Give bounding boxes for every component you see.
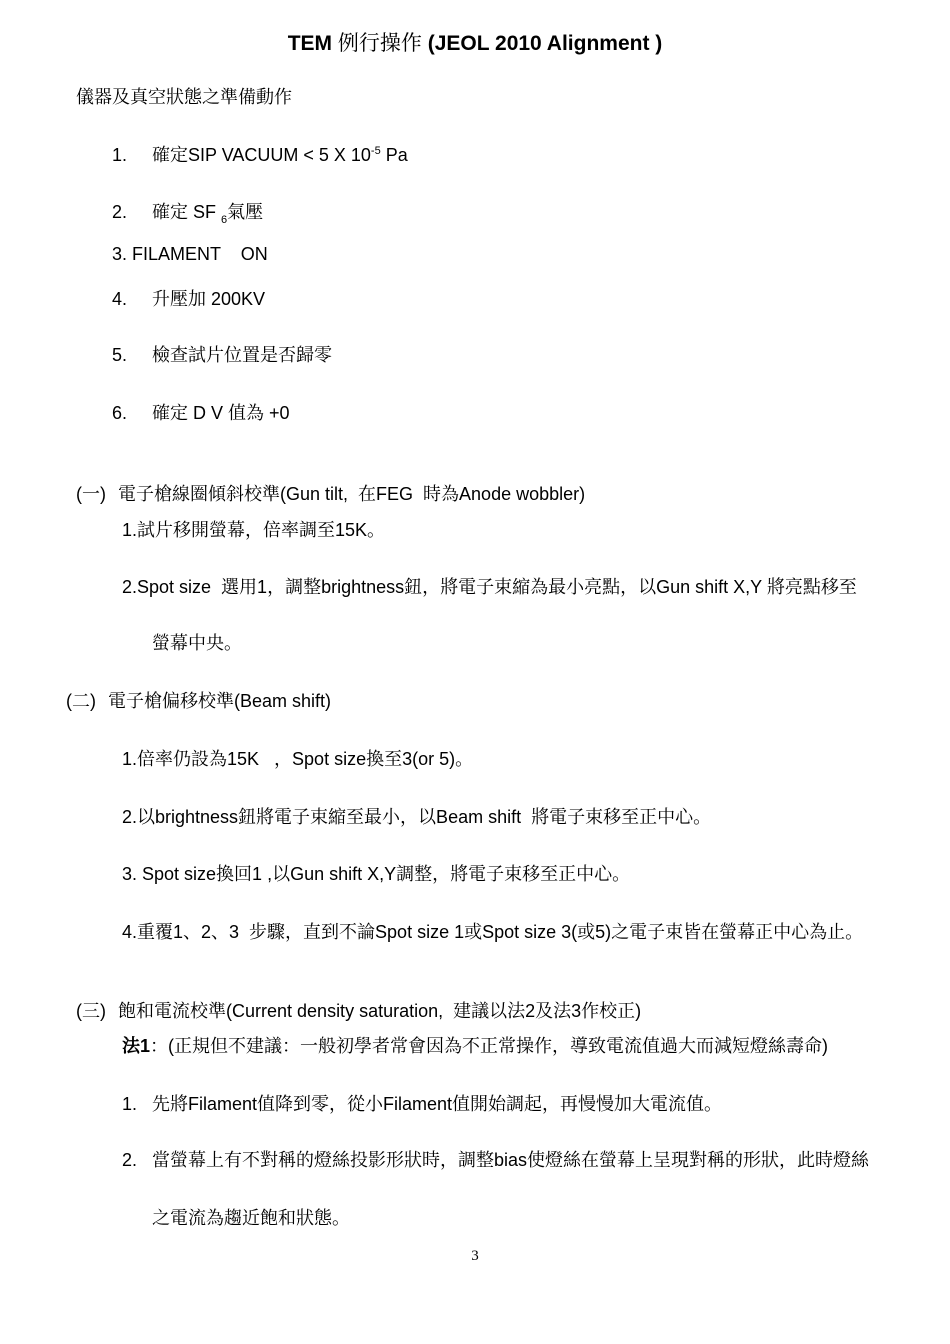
section-3-item-2-num: 2. (122, 1150, 138, 1170)
prep-item-3: 3. FILAMENT ON (112, 244, 268, 264)
prep-item-6-num: 6. (112, 403, 128, 423)
prep-item-4 (112, 288, 265, 310)
section-3-label: (三) (76, 1001, 107, 1021)
section-1-item-2-cont: 螢幕中央。 (152, 633, 242, 653)
prep-item-2 (112, 201, 264, 226)
method-1-label: 法1 (122, 1036, 151, 1056)
prep-heading: 儀器及真空狀態之準備動作 (76, 87, 292, 107)
prep-item-2-pre: 確定 SF (152, 202, 222, 222)
section-3-item-2-cont: 之電流為趨近飽和狀態。 (152, 1208, 350, 1228)
section-2-item-1: 1.倍率仍設為15K ，Spot size換至3(or 5)。 (122, 749, 474, 769)
method-1 (122, 1035, 828, 1057)
prep-item-2-sub: 6 (221, 214, 228, 226)
prep-item-2-num: 2. (112, 202, 128, 222)
section-3-title: 飽和電流校準(Current density saturation, 建議以法2及法3作校正) (118, 1001, 642, 1021)
page-title (0, 33, 950, 55)
prep-item-4-text: 升壓加 200KV (152, 289, 266, 309)
method-1-text: ：(正規但不建議：一般初學者常會因為不正常操作，導致電流值過大而減短燈絲壽命) (150, 1036, 828, 1056)
page-number: 3 (471, 1248, 479, 1264)
section-3-heading (66, 978, 641, 1022)
section-3-item-2-text: 當螢幕上有不對稱的燈絲投影形狀時，調整bias使燈絲在螢幕上呈現對稱的形狀，此時燈絲 (152, 1150, 870, 1170)
section-1-item-1: 1.試片移開螢幕，倍率調至15K。 (122, 520, 386, 540)
prep-item-2-post: 氣壓 (227, 202, 264, 222)
prep-item-1 (112, 144, 408, 166)
prep-item-1-num: 1. (112, 145, 128, 165)
title-zh: 例行操作 (337, 32, 422, 55)
prep-item-5-text: 檢查試片位置是否歸零 (152, 345, 332, 365)
prep-item-5-num: 5. (112, 345, 128, 365)
section-2-item-4: 4.重覆1、2、3 步驟，直到不論Spot size 1或Spot size 3(或5)之電子束皆在螢幕正中心為止。 (122, 922, 864, 942)
prep-item-6 (112, 402, 290, 424)
prep-item-1-pre: 確定SIP VACUUM < 5 X 10 (152, 145, 371, 165)
prep-item-6-text: 確定 D V 值為 +0 (152, 403, 290, 423)
section-2-label: (二) (66, 691, 96, 711)
prep-item-5 (112, 344, 332, 366)
section-3-item-1-num: 1. (122, 1094, 138, 1114)
section-2-item-2: 2.以brightness鈕將電子束縮至最小，以Beam shift 將電子束移至正中心。 (122, 807, 712, 827)
title-prefix: TEM (287, 32, 333, 55)
section-1-heading (66, 461, 585, 505)
section-1-title: 電子槍線圈傾斜校準(Gun tilt, 在FEG 時為Anode wobbler) (118, 484, 586, 504)
prep-item-1-post: Pa (380, 145, 408, 165)
section-2-item-3: 3. Spot size換回1 ,以Gun shift X,Y調整，將電子束移至正中心。 (122, 864, 631, 884)
section-3-item-1-text: 先將Filament值降到零，從小Filament值開始調起，再慢慢加大電流值。 (152, 1094, 723, 1114)
section-2-heading (66, 690, 331, 712)
section-1-label: (一) (76, 484, 107, 504)
prep-item-1-sup: -5 (370, 145, 381, 157)
section-2-title: 電子槍偏移校準(Beam shift) (108, 691, 332, 711)
title-suffix: (JEOL 2010 Alignment ) (427, 32, 663, 55)
section-1-item-2: 2.Spot size 選用1，調整brightness鈕，將電子束縮為最小亮點，以Gun shift X,Y 將亮點移至 (122, 577, 857, 597)
section-3-item-2 (122, 1149, 869, 1171)
section-3-item-1 (122, 1093, 722, 1115)
prep-item-4-num: 4. (112, 289, 128, 309)
